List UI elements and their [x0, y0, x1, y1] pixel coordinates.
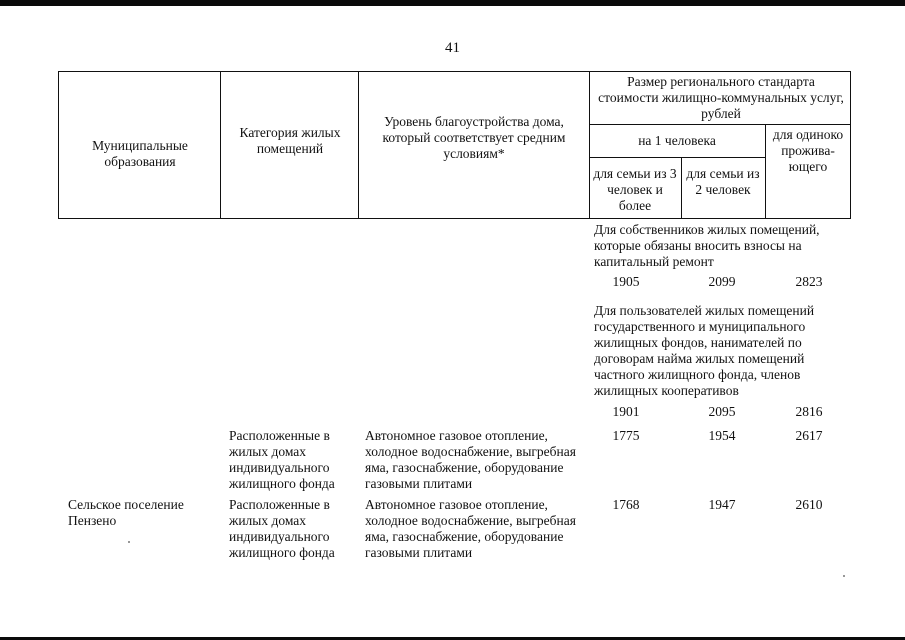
row1-value-single: 2617	[795, 428, 823, 443]
row2-value-family3: 1768	[612, 497, 640, 512]
row1-value-family3: 1775	[612, 428, 640, 443]
row2-value-family2: 1947	[708, 497, 736, 512]
owners-value-single: 2823	[795, 274, 823, 289]
row2-level: Автономное газовое отопление, холодное водоснабжение, выгребная яма, газоснабжение, оборудование газовыми плитами	[365, 497, 576, 560]
row-divider	[589, 157, 765, 158]
scan-speck	[843, 575, 845, 577]
row2-municipality: Сельское поселение Пензено	[68, 497, 184, 528]
header-standard: Размер регионального стандарта стоимости жилищно-коммунальных услуг, рублей	[598, 74, 844, 121]
row-divider	[589, 124, 850, 125]
column-divider	[220, 72, 221, 218]
header-per-person: на 1 человека	[638, 133, 716, 148]
row2-category: Расположенные в жилых домах индивидуального жилищного фонда	[229, 497, 335, 560]
users-heading: Для пользователей жилых помещений государственного и муниципального жилищных фондов, нанимателей по договорам найма жилых помещений частного жилищного фонда, членов жилищных кооперативов	[594, 303, 815, 398]
column-divider	[681, 157, 682, 218]
column-divider	[765, 124, 766, 218]
table-header	[58, 71, 851, 219]
column-divider	[358, 72, 359, 218]
scan-top-edge	[0, 0, 905, 6]
header-level: Уровень благоустройства дома, который соответствует средним условиям*	[382, 114, 566, 161]
scan-speck	[128, 541, 130, 543]
owners-value-family3: 1905	[612, 274, 640, 289]
row2-value-single: 2610	[795, 497, 823, 512]
row1-value-family2: 1954	[708, 428, 736, 443]
header-family3: для семьи из 3 человек и более	[593, 166, 677, 213]
row1-level: Автономное газовое отопление, холодное водоснабжение, выгребная яма, газоснабжение, оборудование газовыми плитами	[365, 428, 576, 491]
header-family2: для семьи из 2 человек	[686, 166, 760, 197]
header-category: Категория жилых помещений	[239, 125, 341, 156]
owners-heading: Для собственников жилых помещений, которые обязаны вносить взносы на капитальный ремонт	[594, 222, 820, 269]
owners-value-family2: 2099	[708, 274, 736, 289]
header-municipality: Муниципальные образования	[92, 138, 188, 169]
users-value-single: 2816	[795, 404, 823, 419]
row1-category: Расположенные в жилых домах индивидуального жилищного фонда	[229, 428, 335, 491]
header-single: для одиноко прожива-ющего	[772, 127, 844, 174]
page-number: 41	[445, 40, 460, 56]
column-divider	[589, 72, 590, 218]
users-value-family2: 2095	[708, 404, 736, 419]
users-value-family3: 1901	[612, 404, 640, 419]
